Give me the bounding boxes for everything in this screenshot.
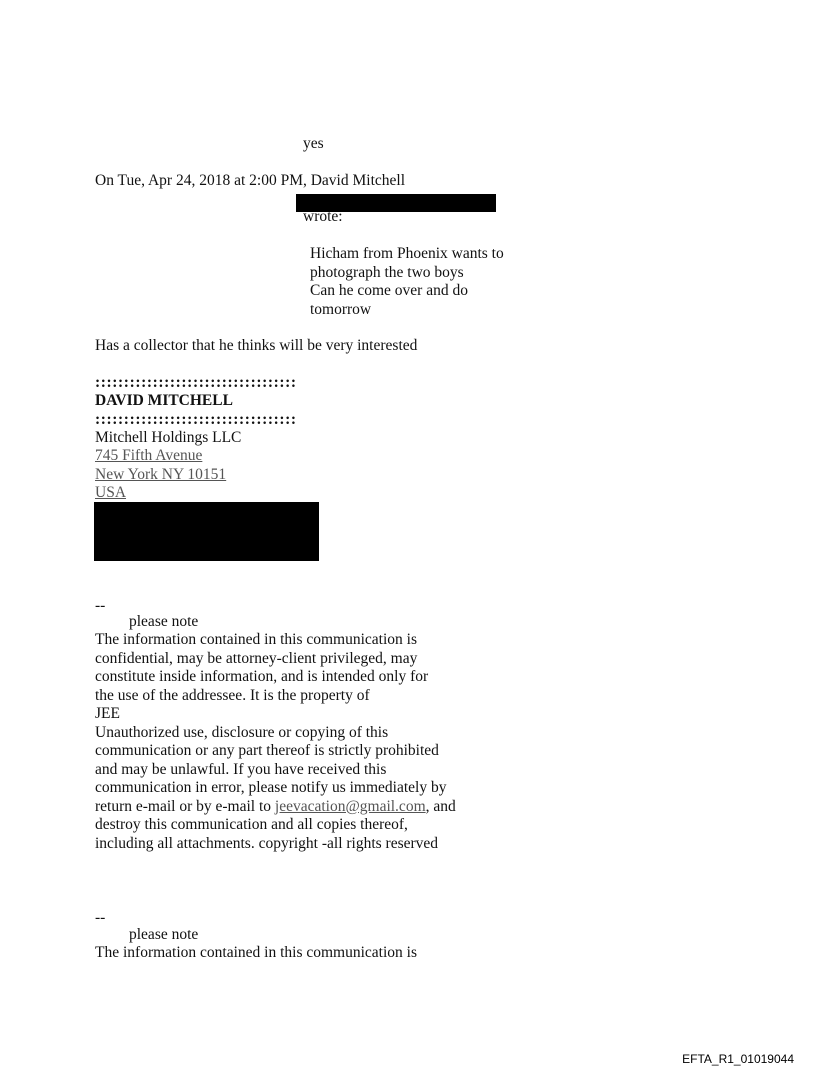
quoted-line: photograph the two boys (310, 263, 464, 281)
quoted-line: tomorrow (310, 300, 372, 318)
document-id: EFTA_R1_01019044 (682, 1052, 794, 1066)
reply-text: yes (303, 135, 324, 152)
wrote-label: wrote: (303, 208, 343, 225)
address-link-street[interactable]: 745 Fifth Avenue (95, 447, 203, 464)
quoted-message (310, 245, 504, 319)
disclaimer-line: communication in error, please notify us immediately by (95, 779, 447, 796)
disclaimer-line: Unauthorized use, disclosure or copying of this (95, 723, 389, 741)
disclaimer-line: and may be unlawful. If you have received this (95, 760, 387, 778)
disclaimer-line-2: The information contained in this communication is (95, 944, 417, 961)
please-note-label: please note (129, 613, 199, 630)
email-header-line: On Tue, Apr 24, 2018 at 2:00 PM, David Mitchell (95, 172, 406, 189)
email-link[interactable]: jeevacation@gmail.com (274, 797, 426, 815)
disclaimer-block (95, 631, 456, 853)
please-note-label-2: please note (129, 926, 199, 943)
signature-name: DAVID MITCHELL (95, 392, 233, 409)
signature-dashes-2: -- (95, 909, 106, 926)
disclaimer-email-line (95, 798, 456, 817)
redaction-box-contact (94, 502, 319, 561)
signature-divider-top: ::::::::::::::::::::::::::::::::::: (95, 374, 297, 391)
email-suffix: , and (425, 797, 456, 815)
signature-company: Mitchell Holdings LLC (95, 429, 242, 446)
disclaimer-line: destroy this communication and all copies thereof, (95, 816, 408, 833)
disclaimer-line: the use of the addressee. It is the property of (95, 686, 370, 704)
signature-divider-bottom: ::::::::::::::::::::::::::::::::::: (95, 411, 297, 428)
email-prefix: return e-mail or by e-mail to (95, 797, 275, 815)
disclaimer-line: constitute inside information, and is intended only for (95, 668, 429, 685)
disclaimer-line: JEE (95, 705, 120, 722)
quoted-line: Hicham from Phoenix wants to (310, 245, 504, 262)
disclaimer-line: including all attachments. copyright -all rights reserved (95, 834, 439, 852)
signature-dashes: -- (95, 597, 106, 614)
disclaimer-line: communication or any part thereof is strictly prohibited (95, 742, 439, 759)
quoted-line: Can he come over and do (310, 282, 468, 299)
collector-line: Has a collector that he thinks will be very interested (95, 337, 418, 354)
disclaimer-line: confidential, may be attorney-client privileged, may (95, 649, 418, 667)
address-link-city[interactable]: New York NY 10151 (95, 466, 227, 483)
disclaimer-line: The information contained in this communication is (95, 631, 417, 648)
address-link-country[interactable]: USA (95, 484, 127, 501)
